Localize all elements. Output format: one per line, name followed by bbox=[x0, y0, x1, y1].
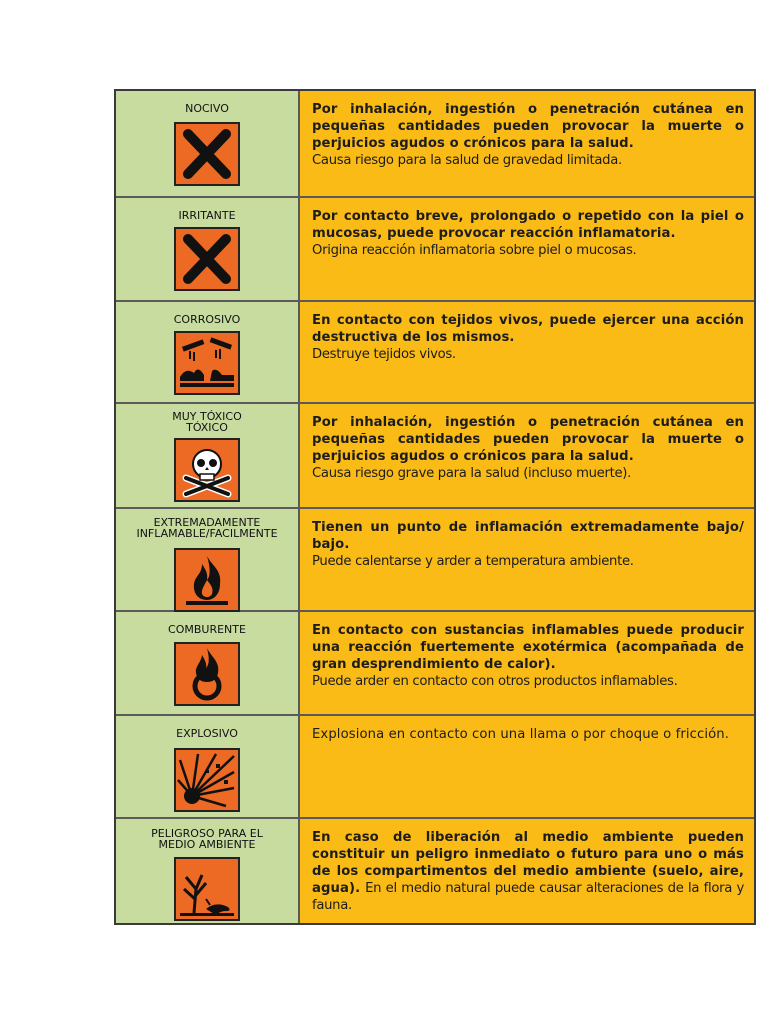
hazard-statement: Por inhalación, ingestión o penetración cutánea en pequeñas cantidades pueden provocar la muerte o perjuicios agudos o crónicos para la salud. bbox=[312, 102, 744, 151]
hazard-label-cell bbox=[116, 302, 300, 402]
hazard-label-cell bbox=[116, 404, 300, 507]
hazard-label: EXPLOSIVO bbox=[176, 727, 238, 740]
hazard-description-cell bbox=[300, 819, 754, 923]
hazard-row-toxico bbox=[116, 402, 754, 507]
hazard-statement: En contacto con sustancias inflamables puede producir una reacción fuertemente exotérmica (acompañada de gran desprendimiento de calor). bbox=[312, 623, 744, 672]
irritant-x-icon bbox=[174, 227, 240, 291]
hazard-description-cell bbox=[300, 302, 754, 402]
hazard-description-cell bbox=[300, 509, 754, 610]
hazard-row-irritante bbox=[116, 196, 754, 300]
hazard-description-cell bbox=[300, 612, 754, 714]
corrosive-icon bbox=[174, 331, 240, 395]
hazard-label: IRRITANTE bbox=[178, 209, 236, 222]
hazard-row-nocivo bbox=[116, 91, 754, 196]
hazard-label: NOCIVO bbox=[185, 102, 229, 115]
hazard-description-cell bbox=[300, 91, 754, 196]
hazard-row-explosivo bbox=[116, 714, 754, 817]
hazard-statement: Tienen un punto de inflamación extremadamente bajo/ bajo. bbox=[312, 520, 744, 552]
skull-crossbones-icon bbox=[174, 438, 240, 502]
hazard-label-cell bbox=[116, 612, 300, 714]
hazard-description: Causa riesgo para la salud de gravedad limitada. bbox=[312, 153, 622, 168]
hazard-label-cell bbox=[116, 509, 300, 610]
hazard-description: Origina reacción inflamatoria sobre piel o mucosas. bbox=[312, 243, 637, 258]
hazard-row-inflamable bbox=[116, 507, 754, 610]
hazard-label: CORROSIVO bbox=[173, 313, 241, 326]
hazard-row-medio-ambiente bbox=[116, 817, 754, 923]
hazard-label: COMBURENTE bbox=[168, 623, 246, 636]
flame-icon bbox=[174, 548, 240, 612]
hazard-label: EXTREMADAMENTE INFLAMABLE/FACILMENTE bbox=[136, 516, 278, 540]
hazard-description: Causa riesgo grave para la salud (incluso muerte). bbox=[312, 466, 632, 481]
hazard-row-comburente bbox=[116, 610, 754, 714]
exploding-bomb-icon bbox=[174, 748, 240, 812]
hazard-statement: Por inhalación, ingestión o penetración cutánea en pequeñas cantidades pueden provocar la muerte o perjuicios agudos o crónicos para la salud. bbox=[312, 415, 744, 464]
hazard-label: PELIGROSO PARA EL MEDIO AMBIENTE bbox=[151, 827, 263, 851]
hazard-table bbox=[114, 89, 756, 925]
hazard-description-cell bbox=[300, 198, 754, 300]
hazard-description-cell bbox=[300, 716, 754, 817]
hazard-row-corrosivo bbox=[116, 300, 754, 402]
hazard-statement: En caso de liberación al medio ambiente pueden constituir un peligro inmediato o futuro para uno o más de los compartimentos del medio ambiente (suelo, aire, agua). bbox=[312, 830, 744, 896]
hazard-description: Puede calentarse y arder a temperatura ambiente. bbox=[312, 554, 634, 569]
hazard-label-cell bbox=[116, 819, 300, 923]
hazard-statement: En contacto con tejidos vivos, puede ejercer una acción destructiva de los mismos. bbox=[312, 313, 744, 345]
hazard-label-cell bbox=[116, 716, 300, 817]
flame-over-circle-icon bbox=[174, 642, 240, 706]
hazard-label: MUY TÓXICO TÓXICO bbox=[172, 410, 242, 434]
hazard-description: En el medio natural puede causar alteraciones de la flora y fauna. bbox=[312, 881, 745, 913]
hazard-description: Destruye tejidos vivos. bbox=[312, 347, 456, 362]
hazard-statement: Por contacto breve, prolongado o repetido con la piel o mucosas, puede provocar reacción inflamatoria. bbox=[312, 209, 744, 241]
hazard-label-cell bbox=[116, 198, 300, 300]
hazard-description: Explosiona en contacto con una llama o por choque o fricción. bbox=[312, 727, 730, 742]
hazard-description: Puede arder en contacto con otros productos inflamables. bbox=[312, 674, 678, 689]
environment-icon bbox=[174, 857, 240, 921]
harmful-x-icon bbox=[174, 122, 240, 186]
hazard-description-cell bbox=[300, 404, 754, 507]
hazard-label-cell bbox=[116, 91, 300, 196]
